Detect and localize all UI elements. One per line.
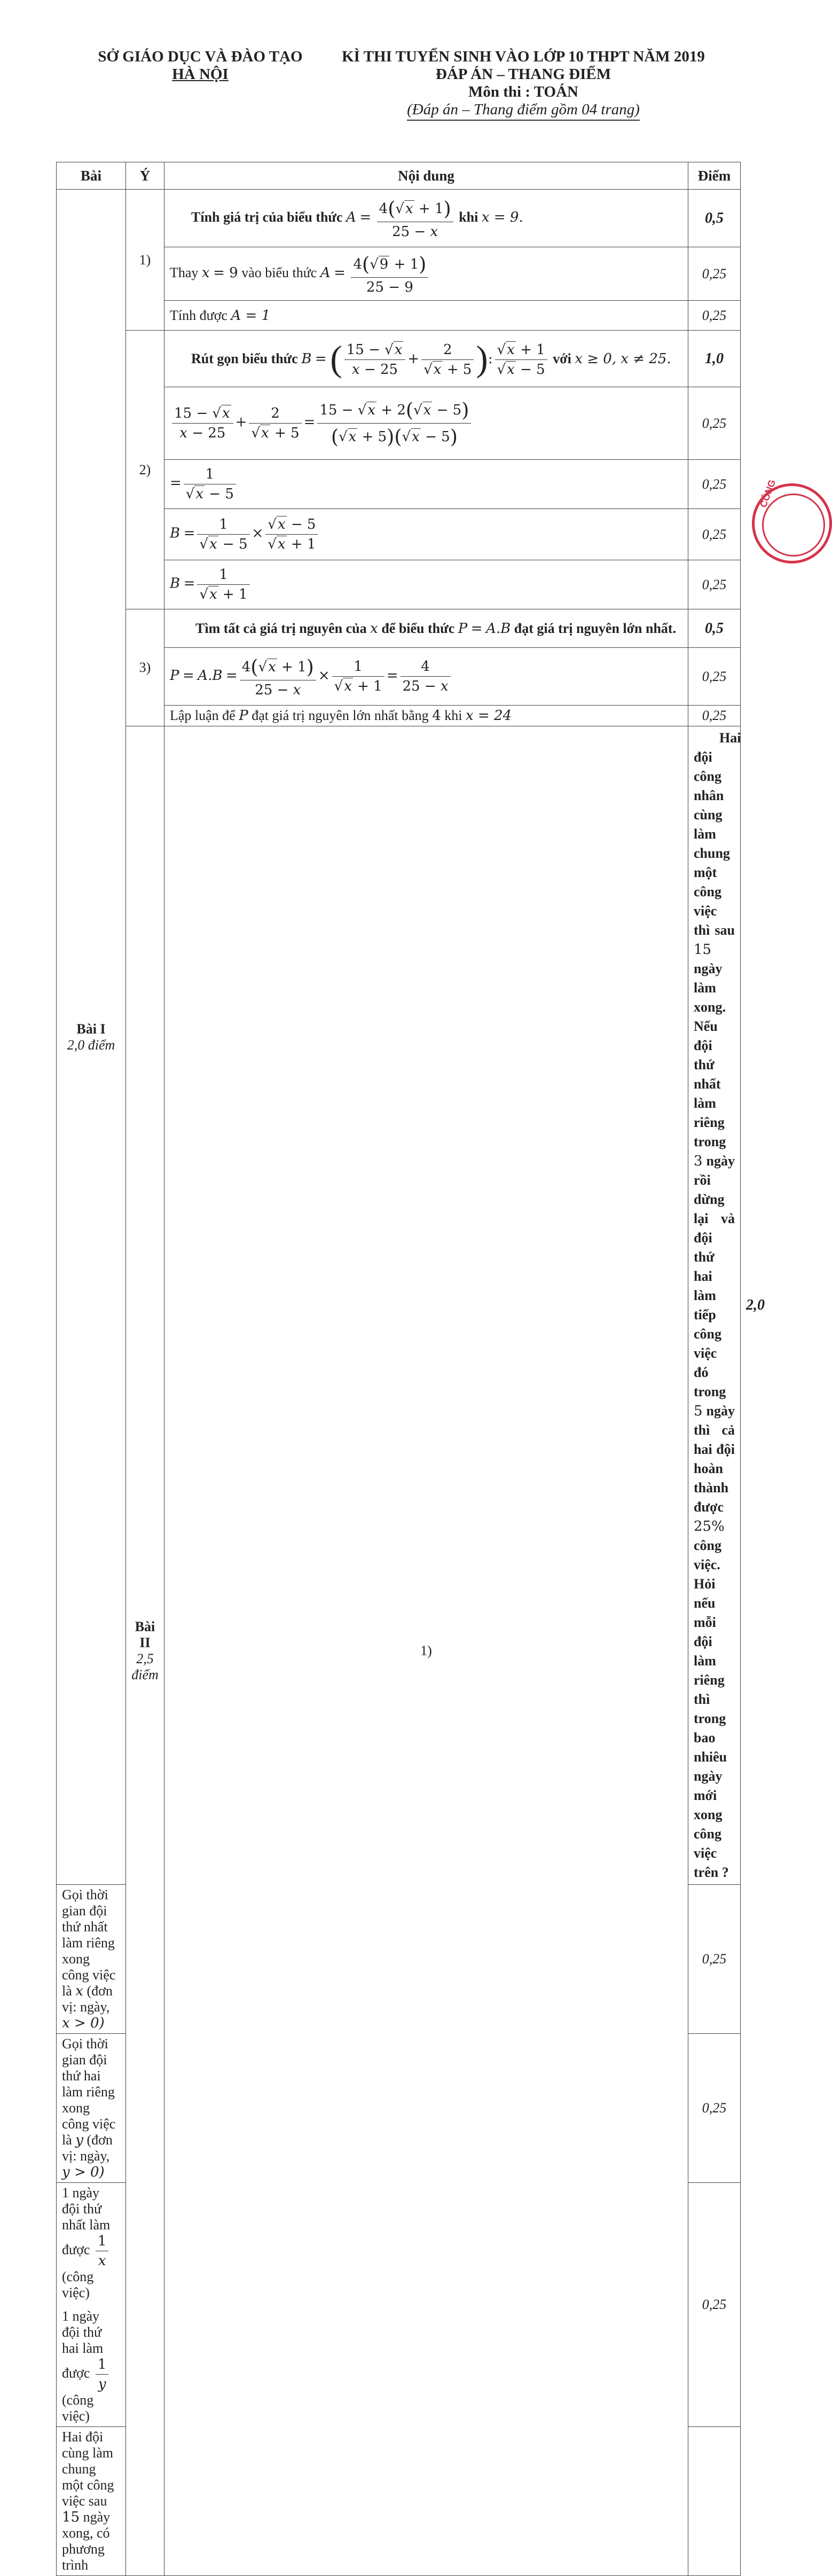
bai2-q1-step2: Gọi thời gian đội thứ hai làm riêng xong công việc là y (đơn vị: ngày, y > 0) bbox=[57, 2034, 126, 2183]
bai1-q1-index: 1) bbox=[126, 190, 164, 331]
bai2-q1-index: 1) bbox=[164, 726, 688, 2576]
bai1-q1-step2: Tính được A = 1 bbox=[164, 301, 688, 331]
bai1-q3-step1-score: 0,25 bbox=[688, 648, 741, 706]
table-header-row bbox=[57, 162, 741, 190]
table-row bbox=[57, 609, 741, 648]
col-y: Ý bbox=[126, 162, 164, 190]
department-name: SỞ GIÁO DỤC VÀ ĐÀO TẠO bbox=[98, 48, 303, 65]
bai1-points: 2,0 điểm bbox=[67, 1037, 115, 1053]
answer-table bbox=[56, 162, 765, 2576]
bai1-q2-step1: $\frac{15 - √x}{x - 25}$ + $\frac{2}{√x + 5}$ = $\frac{15 - √x + 2(√x - 5)}{(√x + 5)(√x - 5)}$ bbox=[164, 387, 688, 460]
bai1-q1-task: Tính giá trị của biểu thức A = $\frac{4(√x + 1)}{25 - x}$ khi x = 9. bbox=[164, 190, 688, 247]
table-row: Bài II 2,5 điểm 1) Hai đội công nhân cùng làm chung một công việc thì sau 15 ngày làm xong. Nếu đội thứ nhất làm riêng trong 3 ngày rồi dừng lại và đội thứ hai làm tiếp công việc đó trong 5 ngày thì cả hai đội hoàn thành được 25% công việc. Hỏi nếu mỗi đội làm riêng thì trong bao nhiêu ngày mới xong công việc trên ? 2,0 bbox=[57, 726, 741, 1885]
page-count-note: (Đáp án – Thang điểm gồm 04 trang) bbox=[407, 101, 640, 121]
bai2-q1-step3-score: 0,25 bbox=[688, 2183, 741, 2427]
bai1-q3-step1: P = A.B = $\frac{4(√x + 1)}{25 - x}$ × $\frac{1}{√x + 1}$ = $\frac{4}{25 - x}$ bbox=[164, 648, 688, 706]
bai1-q1-task-score: 0,5 bbox=[688, 190, 741, 247]
bai1-q3-index: 3) bbox=[126, 609, 164, 726]
bai2-q1-step4: Hai đội cùng làm chung một công việc sau 15 ngày xong, có phương trình bbox=[57, 2427, 126, 2576]
bai1-q2-index: 2) bbox=[126, 331, 164, 609]
bai1-q2-step2: = $\frac{1}{√x - 5}$ bbox=[164, 460, 688, 509]
exam-title: KÌ THI TUYỂN SINH VÀO LỚP 10 THPT NĂM 2019 bbox=[342, 48, 705, 65]
bai2-q1-step1: Gọi thời gian đội thứ nhất làm riêng xong công việc là x (đơn vị: ngày, x > 0) bbox=[57, 1885, 126, 2034]
bai1-q2-task-score: 1,0 bbox=[688, 331, 741, 387]
bai1-q2-task: Rút gọn biểu thức B = ( $\frac{15 - √x}{x - 25}$ + $\frac{2}{√x + 5}$ ): $\frac{√x + 1}{√x - 5}$ với x ≥ 0, x ≠ 25. bbox=[164, 331, 688, 387]
bai1-cell bbox=[57, 190, 126, 1885]
bai2-cell bbox=[126, 726, 164, 2576]
bai1-q2-step2-score: 0,25 bbox=[688, 460, 741, 509]
bai1-q3-step2: Lập luận để P đạt giá trị nguyên lớn nhất bằng 4 khi x = 24 bbox=[164, 706, 688, 726]
bai1-q1-step2-score: 0,25 bbox=[688, 301, 741, 331]
bai2-q1-task: Hai đội công nhân cùng làm chung một công việc thì sau 15 ngày làm xong. Nếu đội thứ nhất làm riêng trong 3 ngày rồi dừng lại và đội thứ hai làm tiếp công việc đó trong 5 ngày thì cả hai đội hoàn thành được 25% công việc. Hỏi nếu mỗi đội làm riêng thì trong bao nhiêu ngày mới xong công việc trên ? bbox=[688, 726, 741, 1885]
table-row bbox=[57, 331, 741, 387]
bai1-q2-step4: B = $\frac{1}{√x + 1}$ bbox=[164, 560, 688, 609]
bai1-q3-task-score: 0,5 bbox=[688, 609, 741, 648]
col-content: Nội dung bbox=[164, 162, 688, 190]
bai1-q1-step1-score: 0,25 bbox=[688, 247, 741, 301]
department-header bbox=[80, 48, 320, 83]
bai2-points: 2,5 điểm bbox=[131, 1651, 159, 1682]
bai2-name: Bài II bbox=[135, 1619, 155, 1650]
bai1-q2-step1-score: 0,25 bbox=[688, 387, 741, 460]
bai2-q1-step2-score: 0,25 bbox=[688, 2034, 741, 2183]
official-seal bbox=[752, 478, 832, 563]
answer-key-title: ĐÁP ÁN – THANG ĐIỂM bbox=[435, 66, 611, 83]
bai2-q1-step4-score bbox=[688, 2427, 741, 2576]
bai1-name: Bài I bbox=[76, 1021, 106, 1037]
exam-header bbox=[320, 48, 726, 121]
bai2-q1-step3: 1 ngày đội thứ nhất làm được $\frac{1}{x}$ (công việc) 1 ngày đội thứ hai làm được $\frac{1}{y}$ (công việc) bbox=[57, 2183, 126, 2427]
bai1-q3-step2-score: 0,25 bbox=[688, 706, 741, 726]
subject-title: Môn thi : TOÁN bbox=[468, 83, 578, 100]
bai2-q1-step1-score: 0,25 bbox=[688, 1885, 741, 2034]
bai1-q3-task: Tìm tất cả giá trị nguyên của x để biểu thức P = A.B đạt giá trị nguyên lớn nhất. bbox=[164, 609, 688, 648]
bai1-q2-step4-score: 0,25 bbox=[688, 560, 741, 609]
table-row bbox=[57, 190, 741, 247]
city-name: HÀ NỘI bbox=[172, 66, 229, 83]
bai1-q2-step3-score: 0,25 bbox=[688, 509, 741, 560]
bai1-q1-step1: Thay x = 9 vào biểu thức A = $\frac{4(√9 + 1)}{25 - 9}$ bbox=[164, 247, 688, 301]
col-bai: Bài bbox=[57, 162, 126, 190]
seal-text: CÔNG bbox=[758, 478, 778, 509]
bai1-q2-step3: B = $\frac{1}{√x - 5}$ × $\frac{√x - 5}{√x + 1}$ bbox=[164, 509, 688, 560]
col-score: Điểm bbox=[688, 162, 741, 190]
